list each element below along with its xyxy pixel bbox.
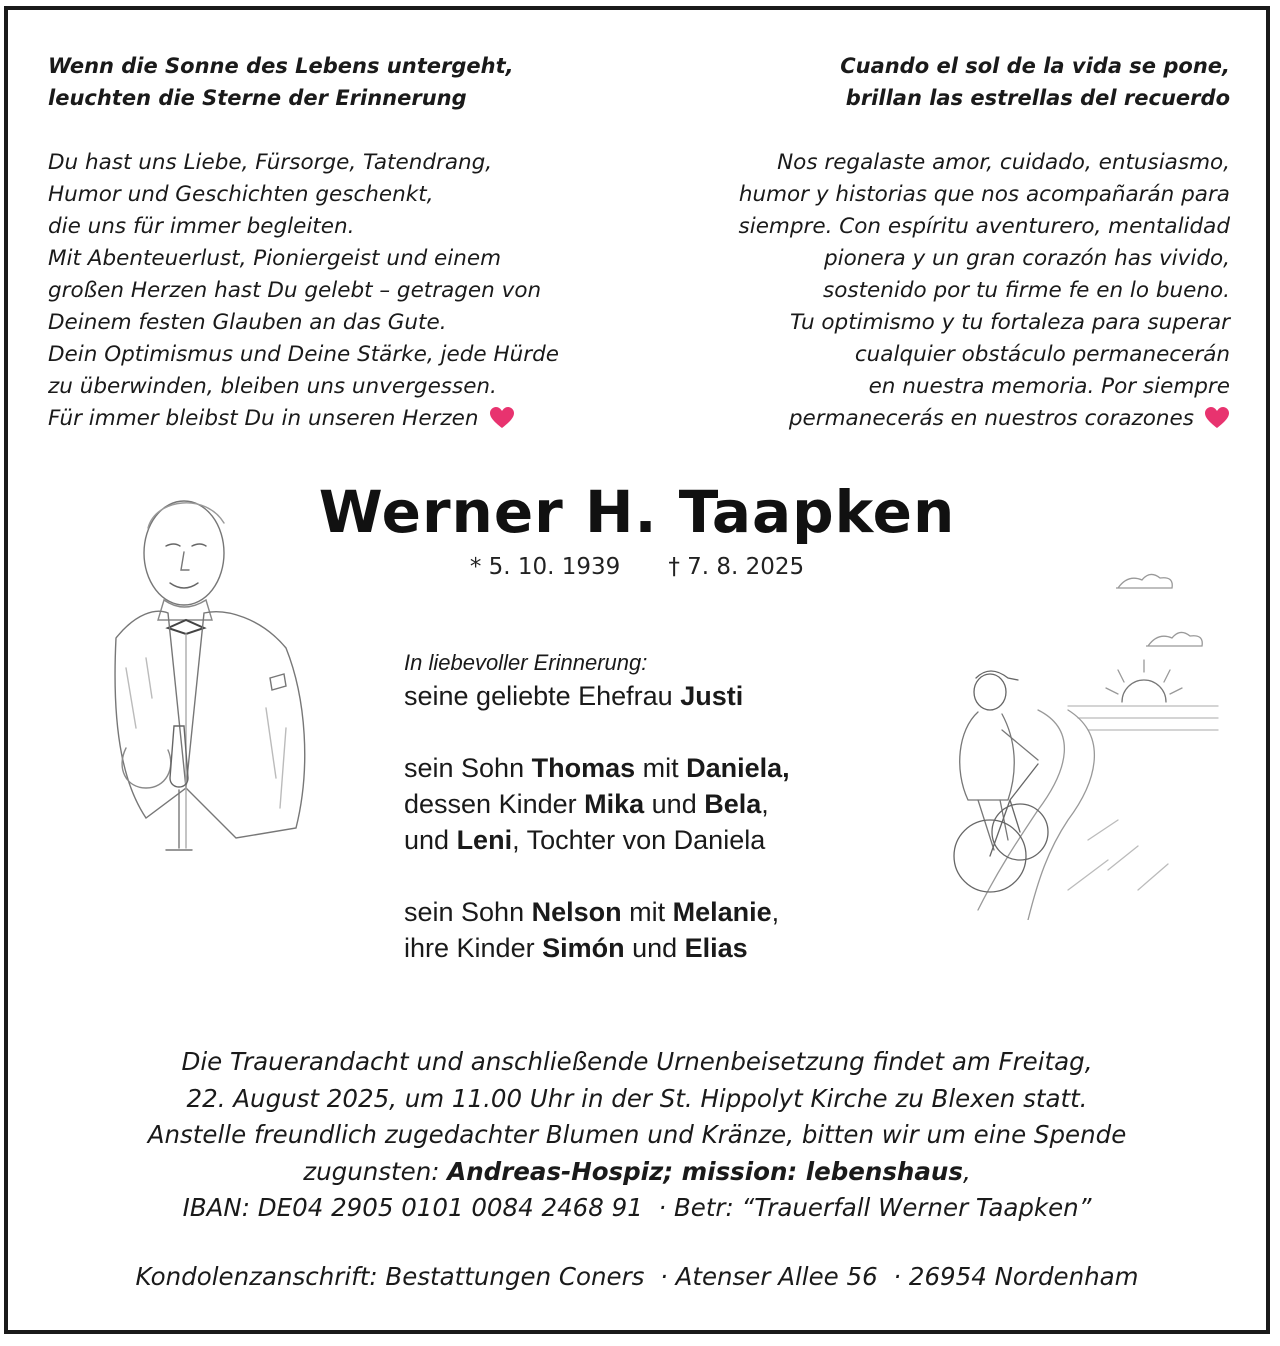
mourner-line: und Leni, Tochter von Daniela bbox=[404, 825, 766, 855]
remembrance-intro: In liebevoller Erinnerung: bbox=[404, 650, 648, 675]
heart-icon bbox=[489, 406, 515, 430]
mourner-line: ihre Kinder Simón und Elias bbox=[404, 933, 748, 963]
portrait-sketch bbox=[86, 488, 336, 888]
mourner-line: dessen Kinder Mika und Bela, bbox=[404, 789, 769, 819]
death-date: † 7. 8. 2025 bbox=[668, 554, 805, 580]
condolence-address: Kondolenzanschrift: Bestattungen Coners · Atenser Allee 56 · 26954 Nordenham bbox=[135, 1262, 1139, 1291]
cyclist-sketch bbox=[938, 550, 1228, 920]
mourner-line: sein Sohn Thomas mit Daniela, bbox=[404, 753, 790, 783]
iban-line: IBAN: DE04 2905 0101 0084 2468 91 · Betr: “Trauerfall Werner Taapken” bbox=[182, 1193, 1092, 1222]
birth-date: * 5. 10. 1939 bbox=[469, 554, 621, 580]
motto-german: Wenn die Sonne des Lebens untergeht, leuchten die Sterne der Erinnerung bbox=[48, 54, 514, 110]
motto-spanish: Cuando el sol de la vida se pone, brillan las estrellas del recuerdo bbox=[840, 54, 1230, 110]
poem-spanish: Nos regalaste amor, cuidado, entusiasmo, humor y historias que nos acompañarán para siempre. Con espíritu aventurero, mentalidad pionera y un gran corazón has vivido, sostenido por tu firme fe en lo bueno. Tu optimismo y tu fortaleza para superar cualquier obstáculo permanecerán en nuestra memoria. Por siempre permanecerás en nuestros corazones bbox=[738, 150, 1230, 431]
mourner-line: seine geliebte Ehefrau Justi bbox=[404, 681, 744, 711]
heart-icon bbox=[1204, 406, 1230, 430]
service-details: Die Trauerandacht und anschließende Urnenbeisetzung findet am Freitag, 22. August 2025, um 11.00 Uhr in der St. Hippolyt Kirche zu Blexen statt. Anstelle freundlich zugedachter Blumen und Kränze, bitten wir um eine Spende zugunsten: Andreas-Hospiz; mission: lebenshaus, IBAN: DE04 2905 0101 0084 2468 91 · Betr: “Trauerfall Werner Taapken” bbox=[8, 1044, 1266, 1227]
obituary-frame bbox=[4, 6, 1270, 1334]
mourner-line: sein Sohn Nelson mit Melanie, bbox=[404, 897, 780, 927]
poem-german: Du hast uns Liebe, Fürsorge, Tatendrang, Humor und Geschichten geschenkt, die uns für immer begleiten. Mit Abenteuerlust, Pioniergeist und einem großen Herzen hast Du gelebt – getragen von Deinem festen Glauben an das Gute. Dein Optimismus und Deine Stärke, jede Hürde zu überwinden, bleiben uns unvergessen. Für immer bleibst Du in unseren Herzen bbox=[48, 150, 559, 431]
donation-recipient: Andreas-Hospiz; mission: lebenshaus bbox=[447, 1156, 963, 1186]
mourners-list bbox=[404, 648, 790, 966]
deceased-name: Werner H. Taapken bbox=[318, 478, 956, 546]
